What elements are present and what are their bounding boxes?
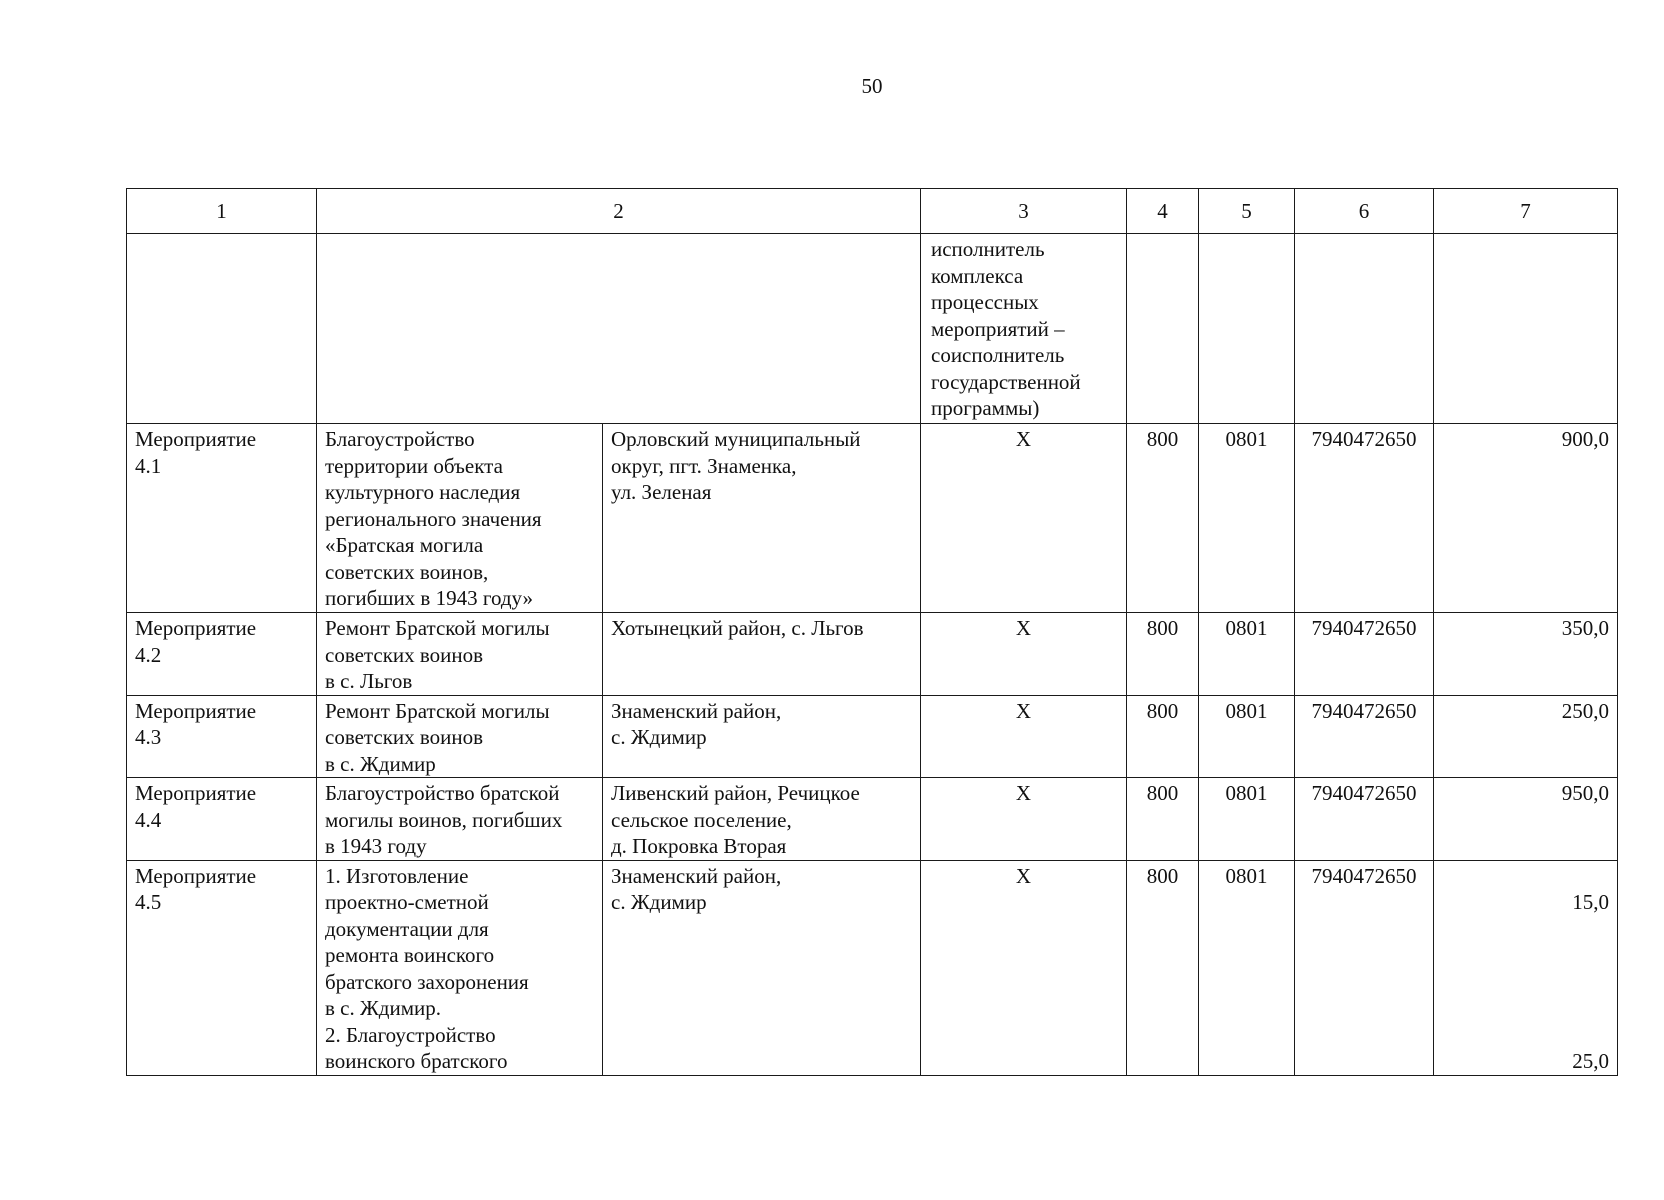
activity-code-4: 800 bbox=[1127, 424, 1199, 613]
activity-code-4: 800 bbox=[1127, 860, 1199, 1075]
activity-amount: 15,0 bbox=[1572, 890, 1609, 914]
continuation-cell-7 bbox=[1434, 234, 1618, 424]
continuation-executor-text: исполнитель комплекса процессных мероприятий – соисполнитель государственной программы) bbox=[921, 234, 1127, 424]
activity-description: Ремонт Братской могилы советских воинов в с. Льгов bbox=[317, 613, 603, 696]
table-row bbox=[127, 424, 1618, 613]
activity-name: Мероприятие 4.4 bbox=[127, 778, 317, 861]
activity-name: Мероприятие 4.2 bbox=[127, 613, 317, 696]
table-row bbox=[127, 860, 1618, 1075]
activity-amount: 900,0 bbox=[1434, 424, 1618, 613]
page-number: 50 bbox=[861, 74, 883, 98]
table-row bbox=[127, 613, 1618, 696]
activity-executor: X bbox=[921, 778, 1127, 861]
activity-amount-cell bbox=[1434, 860, 1618, 1075]
continuation-cell-5 bbox=[1199, 234, 1295, 424]
activity-location: Знаменский район, с. Ждимир bbox=[603, 695, 921, 778]
header-col-4: 4 bbox=[1127, 189, 1199, 234]
activity-amount-second: 25,0 bbox=[1572, 1049, 1609, 1073]
activity-amount: 250,0 bbox=[1434, 695, 1618, 778]
budget-table bbox=[126, 188, 1618, 1076]
header-col-6: 6 bbox=[1295, 189, 1434, 234]
activity-location: Хотынецкий район, с. Льгов bbox=[603, 613, 921, 696]
activity-executor: X bbox=[921, 424, 1127, 613]
activity-name: Мероприятие 4.1 bbox=[127, 424, 317, 613]
activity-code-6: 7940472650 bbox=[1295, 613, 1434, 696]
activity-code-4: 800 bbox=[1127, 695, 1199, 778]
activity-code-6: 7940472650 bbox=[1295, 860, 1434, 1075]
activity-code-5: 0801 bbox=[1199, 424, 1295, 613]
activity-code-6: 7940472650 bbox=[1295, 695, 1434, 778]
activity-code-6: 7940472650 bbox=[1295, 778, 1434, 861]
header-col-2: 2 bbox=[317, 189, 921, 234]
activity-code-5: 0801 bbox=[1199, 613, 1295, 696]
continuation-cell-6 bbox=[1295, 234, 1434, 424]
continuation-cell-4 bbox=[1127, 234, 1199, 424]
activity-description: 1. Изготовление проектно-сметной документации для ремонта воинского братского захоронения в с. Ждимир. 2. Благоустройство воинского братского bbox=[317, 860, 603, 1075]
continuation-cell-2 bbox=[317, 234, 921, 424]
continuation-row bbox=[127, 234, 1618, 424]
activity-code-5: 0801 bbox=[1199, 778, 1295, 861]
activity-description: Благоустройство территории объекта культурного наследия регионального значения «Братская могила советских воинов, погибших в 1943 году» bbox=[317, 424, 603, 613]
table-row bbox=[127, 695, 1618, 778]
table-row bbox=[127, 778, 1618, 861]
continuation-cell-1 bbox=[127, 234, 317, 424]
activity-location: Ливенский район, Речицкое сельское поселение, д. Покровка Вторая bbox=[603, 778, 921, 861]
activity-description: Благоустройство братской могилы воинов, погибших в 1943 году bbox=[317, 778, 603, 861]
activity-amount: 350,0 bbox=[1434, 613, 1618, 696]
header-col-7: 7 bbox=[1434, 189, 1618, 234]
activity-location: Знаменский район, с. Ждимир bbox=[603, 860, 921, 1075]
activity-amount: 950,0 bbox=[1434, 778, 1618, 861]
activity-code-5: 0801 bbox=[1199, 860, 1295, 1075]
activity-code-6: 7940472650 bbox=[1295, 424, 1434, 613]
activity-code-5: 0801 bbox=[1199, 695, 1295, 778]
header-row bbox=[127, 189, 1618, 234]
activity-executor: X bbox=[921, 695, 1127, 778]
header-col-1: 1 bbox=[127, 189, 317, 234]
activity-executor: X bbox=[921, 613, 1127, 696]
activity-name: Мероприятие 4.3 bbox=[127, 695, 317, 778]
activity-description: Ремонт Братской могилы советских воинов в с. Ждимир bbox=[317, 695, 603, 778]
activity-name: Мероприятие 4.5 bbox=[127, 860, 317, 1075]
activity-code-4: 800 bbox=[1127, 778, 1199, 861]
header-col-3: 3 bbox=[921, 189, 1127, 234]
amount-spacer bbox=[1442, 916, 1609, 1022]
activity-location: Орловский муниципальный округ, пгт. Знаменка, ул. Зеленая bbox=[603, 424, 921, 613]
activity-code-4: 800 bbox=[1127, 613, 1199, 696]
activity-executor: X bbox=[921, 860, 1127, 1075]
header-col-5: 5 bbox=[1199, 189, 1295, 234]
